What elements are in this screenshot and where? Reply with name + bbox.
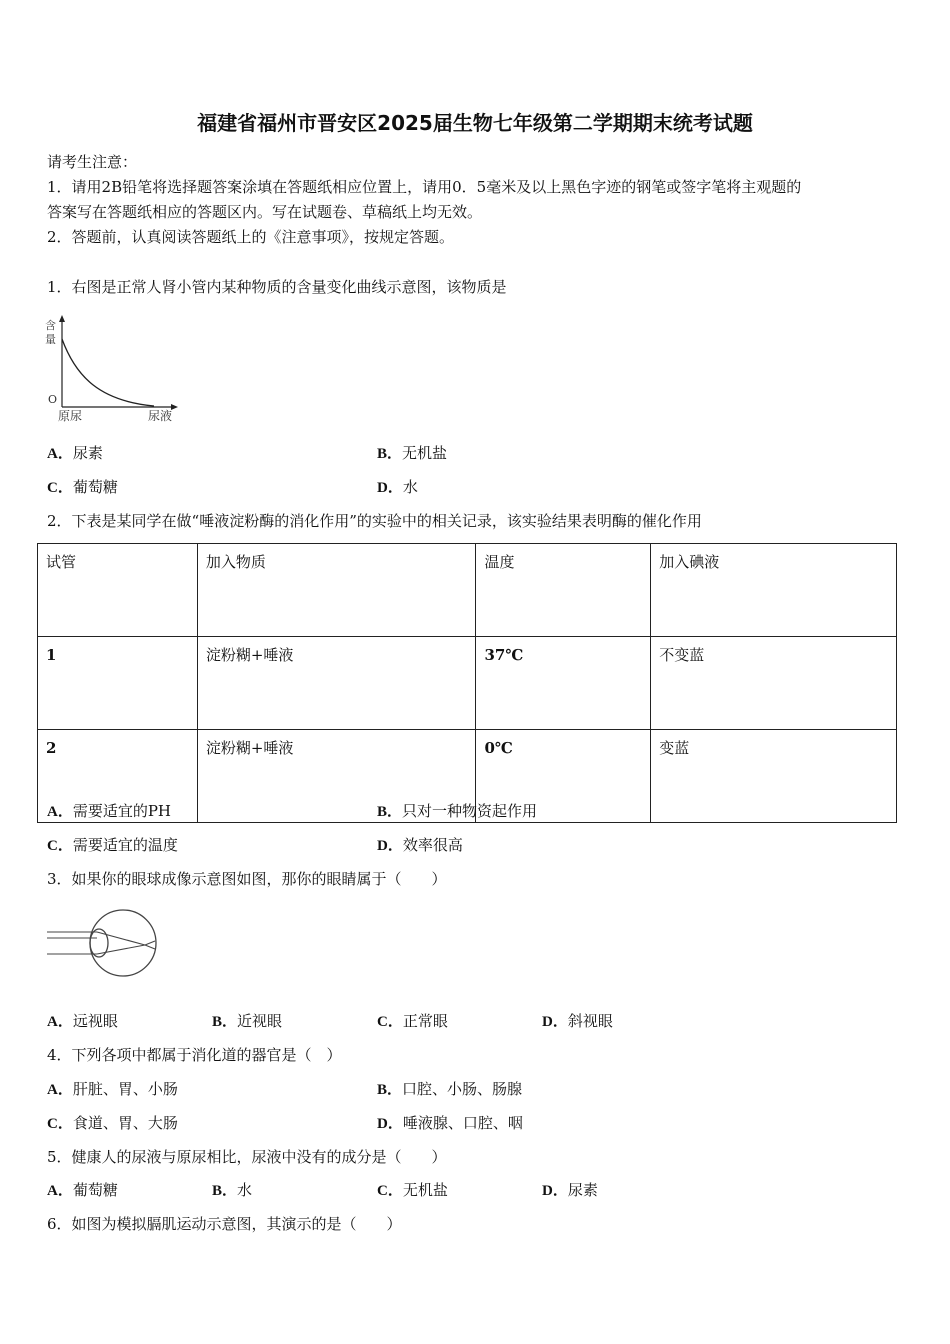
table-cell: 37℃ <box>476 637 651 730</box>
q4-stem: 4．下列各项中都属于消化道的器官是（ ） <box>47 1046 342 1064</box>
notice-heading: 请考生注意： <box>47 153 138 171</box>
table-header-cell: 加入物质 <box>197 544 476 637</box>
table-header-cell: 试管 <box>38 544 198 637</box>
q2-option-c[interactable]: C．需要适宜的温度 <box>47 836 178 854</box>
table-header-cell: 温度 <box>476 544 651 637</box>
q2-option-a[interactable]: A．需要适宜的PH <box>47 802 172 820</box>
table-header-cell: 加入碘液 <box>651 544 897 637</box>
q1-option-c[interactable]: C．葡萄糖 <box>47 478 118 496</box>
q3-option-a[interactable]: A．远视眼 <box>47 1012 118 1030</box>
diverging-ray-bottom <box>145 945 155 949</box>
q1-stem: 1．右图是正常人肾小管内某种物质的含量变化曲线示意图，该物质是 <box>47 278 507 296</box>
q1-option-b[interactable]: B．无机盐 <box>377 444 448 462</box>
q4-option-a[interactable]: A．肝脏、胃、小肠 <box>47 1080 178 1098</box>
q4-option-b[interactable]: B．口腔、小肠、肠腺 <box>377 1080 523 1098</box>
q4-option-c[interactable]: C．食道、胃、大肠 <box>47 1114 178 1132</box>
q1-ylabel-2: 量 <box>45 333 56 346</box>
q1-y-arrow <box>59 315 65 322</box>
table-cell: 变蓝 <box>651 730 897 823</box>
table-cell: 淀粉糊+唾液 <box>197 730 476 823</box>
q5-stem: 5．健康人的尿液与原尿相比，尿液中没有的成分是（ ） <box>47 1148 447 1166</box>
q6-stem: 6．如图为模拟膈肌运动示意图，其演示的是（ ） <box>47 1215 402 1233</box>
q5-option-d[interactable]: D．尿素 <box>542 1181 598 1199</box>
q1-xlabel-start: 原尿 <box>58 409 83 423</box>
q1-xlabel-end: 尿液 <box>148 409 173 423</box>
q5-option-a[interactable]: A．葡萄糖 <box>47 1181 118 1199</box>
table-header-row <box>38 544 897 637</box>
refracted-ray-top <box>97 932 145 945</box>
q2-option-b[interactable]: B．只对一种物资起作用 <box>377 802 538 820</box>
table-cell: 0℃ <box>476 730 651 823</box>
diverging-ray-top <box>145 941 155 945</box>
refracted-ray-bottom <box>97 945 145 954</box>
q1-origin: O <box>48 393 58 406</box>
q5-option-c[interactable]: C．无机盐 <box>377 1181 448 1199</box>
q1-ylabel-1: 含 <box>45 319 56 332</box>
q2-option-d[interactable]: D．效率很高 <box>377 836 463 854</box>
q1-option-a[interactable]: A．尿素 <box>47 444 103 462</box>
q1-graph <box>42 313 182 425</box>
table-cell: 淀粉糊+唾液 <box>197 637 476 730</box>
q2-table <box>37 543 897 823</box>
notice-line-3: 2．答题前，认真阅读答题纸上的《注意事项》，按规定答题。 <box>47 228 455 246</box>
q3-eye-diagram <box>45 908 163 978</box>
notice-line-2: 答案写在答题纸相应的答题区内。写在试题卷、草稿纸上均无效。 <box>47 203 483 221</box>
eyeball-outline <box>90 910 156 976</box>
q1-curve <box>62 339 154 406</box>
q1-x-arrow <box>171 404 178 410</box>
q2-stem: 2．下表是某同学在做“唾液淀粉酶的消化作用”的实验中的相关记录，该实验结果表明酶的催化作用 <box>47 512 702 530</box>
q5-option-b[interactable]: B．水 <box>212 1181 253 1199</box>
table-cell: 2 <box>38 730 198 823</box>
table-cell: 不变蓝 <box>651 637 897 730</box>
table-row <box>38 637 897 730</box>
page-title: 福建省福州市晋安区2025届生物七年级第二学期期末统考试题 <box>197 111 753 135</box>
q3-stem: 3．如果你的眼球成像示意图如图，那你的眼睛属于（ ） <box>47 870 447 888</box>
q3-option-c[interactable]: C．正常眼 <box>377 1012 448 1030</box>
q3-option-d[interactable]: D．斜视眼 <box>542 1012 613 1030</box>
notice-line-1: 1．请用2B铅笔将选择题答案涂填在答题纸相应位置上，请用0．5毫米及以上黑色字迹的钢笔或签字笔将主观题的 <box>47 178 802 196</box>
table-cell: 1 <box>38 637 198 730</box>
q4-option-d[interactable]: D．唾液腺、口腔、咽 <box>377 1114 523 1132</box>
q3-option-b[interactable]: B．近视眼 <box>212 1012 283 1030</box>
q1-option-d[interactable]: D．水 <box>377 478 418 496</box>
